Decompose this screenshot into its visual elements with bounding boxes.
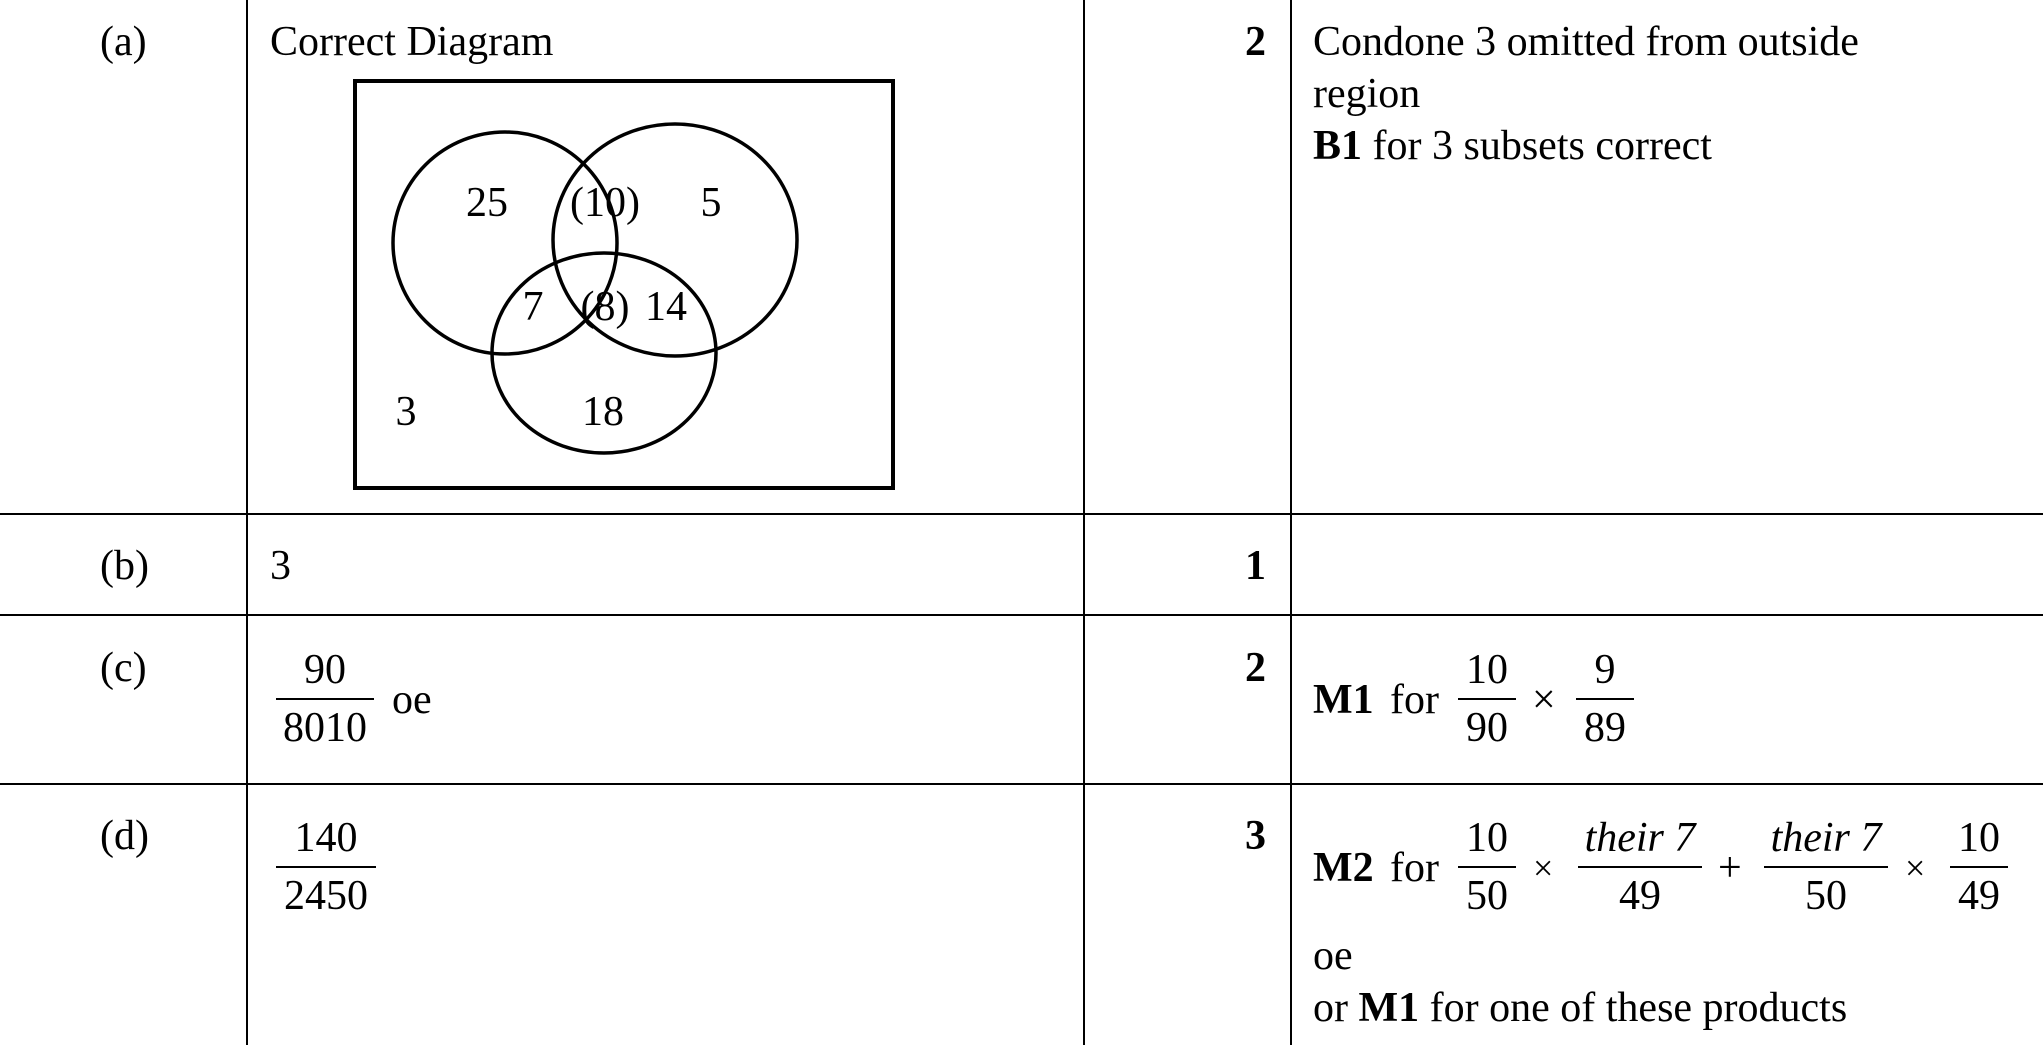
notes-c-m1: M1 bbox=[1313, 677, 1374, 723]
notes-d-f2-value: 7 bbox=[1663, 815, 1696, 861]
notes-c-f1-num: 10 bbox=[1466, 647, 1508, 693]
venn-region-all-three: (8) bbox=[580, 284, 630, 330]
venn-region-only-a: 25 bbox=[466, 180, 508, 226]
notes-d-f2-their: their bbox=[1584, 815, 1664, 861]
notes-a-b1: B1 bbox=[1313, 123, 1363, 169]
notes-d-f4-num: 10 bbox=[1958, 815, 2000, 861]
notes-d-times-2: × bbox=[1905, 848, 1926, 888]
fraction-bar bbox=[1458, 866, 1516, 868]
notes-c-fraction-2 bbox=[1576, 646, 1634, 752]
fraction-bar bbox=[1458, 698, 1516, 700]
notes-d-times-1: × bbox=[1533, 848, 1554, 888]
notes-d-f3-their: their bbox=[1770, 815, 1850, 861]
part-label-c: (c) bbox=[100, 645, 147, 691]
notes-d-plus: + bbox=[1718, 845, 1742, 891]
notes-c-f2-den: 89 bbox=[1584, 705, 1626, 751]
answer-d-denominator: 2450 bbox=[284, 873, 368, 919]
part-label-b: (b) bbox=[100, 543, 149, 589]
answer-d-numerator: 140 bbox=[294, 815, 358, 861]
venn-region-only-b: 5 bbox=[700, 180, 722, 226]
notes-d-fraction-2 bbox=[1578, 814, 1702, 920]
notes-d-for: for bbox=[1390, 845, 1439, 891]
mark-c: 2 bbox=[1245, 645, 1266, 691]
notes-d-fraction-3 bbox=[1764, 814, 1888, 920]
notes-d-f2-num bbox=[1578, 814, 1702, 862]
fraction-bar bbox=[1764, 866, 1888, 868]
notes-a-line3 bbox=[1313, 120, 1712, 172]
mark-a: 2 bbox=[1245, 19, 1266, 65]
venn-region-a-and-b: (10) bbox=[570, 180, 640, 226]
answer-c-denominator: 8010 bbox=[283, 705, 367, 751]
notes-d-m1: M1 bbox=[1358, 985, 1420, 1031]
notes-d-f3-value: 7 bbox=[1849, 815, 1882, 861]
notes-d-m2: M2 bbox=[1313, 845, 1374, 891]
notes-c-f2-num: 9 bbox=[1594, 647, 1616, 693]
notes-d-fraction-1 bbox=[1458, 814, 1516, 920]
notes-c-f1-den: 90 bbox=[1466, 705, 1508, 751]
notes-d-f1-den: 50 bbox=[1466, 873, 1508, 919]
notes-c-fraction-1 bbox=[1458, 646, 1516, 752]
answer-c-fraction bbox=[276, 646, 374, 752]
notes-d-fraction-4 bbox=[1950, 814, 2008, 920]
notes-d-f1-num: 10 bbox=[1466, 815, 1508, 861]
answer-b: 3 bbox=[270, 543, 291, 589]
answer-d-fraction bbox=[276, 814, 376, 920]
venn-region-b-and-c: 14 bbox=[645, 284, 687, 330]
notes-d-m1-text: for one of these products bbox=[1419, 985, 1848, 1031]
answer-c-suffix: oe bbox=[392, 677, 432, 723]
fraction-bar bbox=[276, 866, 376, 868]
notes-d-oe: oe bbox=[1313, 933, 1353, 979]
venn-region-only-c: 18 bbox=[582, 389, 624, 435]
notes-a-line1: Condone 3 omitted from outside bbox=[1313, 19, 1859, 65]
fraction-bar bbox=[1578, 866, 1702, 868]
mark-b: 1 bbox=[1245, 543, 1266, 589]
notes-d-f4-den: 49 bbox=[1958, 873, 2000, 919]
answer-title-a: Correct Diagram bbox=[270, 19, 554, 65]
venn-region-a-and-c: 7 bbox=[522, 284, 544, 330]
fraction-bar bbox=[276, 698, 374, 700]
answer-c-numerator: 90 bbox=[304, 647, 346, 693]
notes-a-b1-text: for 3 subsets correct bbox=[1362, 123, 1712, 169]
notes-d-f2-den: 49 bbox=[1619, 873, 1661, 919]
venn-region-outside: 3 bbox=[395, 389, 417, 435]
fraction-bar bbox=[1950, 866, 2008, 868]
notes-d-last-line bbox=[1313, 982, 1847, 1034]
notes-d-f3-num bbox=[1764, 814, 1888, 862]
notes-d-or: or bbox=[1313, 985, 1359, 1031]
part-label-a: (a) bbox=[100, 19, 147, 65]
notes-d-f3-den: 50 bbox=[1805, 873, 1847, 919]
notes-c-times: × bbox=[1532, 677, 1556, 723]
part-label-d: (d) bbox=[100, 813, 149, 859]
notes-c-for: for bbox=[1390, 677, 1439, 723]
notes-a-line2: region bbox=[1313, 71, 1421, 117]
mark-d: 3 bbox=[1245, 813, 1266, 859]
fraction-bar bbox=[1576, 698, 1634, 700]
